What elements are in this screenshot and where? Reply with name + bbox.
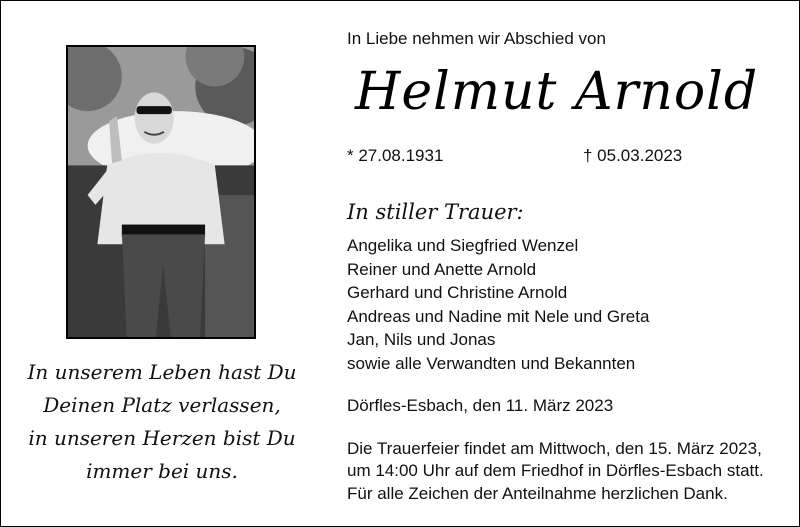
mourner-line: Angelika und Siegfried Wenzel: [347, 236, 579, 255]
mourner-line: Reiner und Anette Arnold: [347, 259, 537, 279]
funeral-line: um 14:00 Uhr auf dem Friedhof in Dörfles-Esbach statt.: [347, 461, 764, 480]
portrait-image: [68, 47, 254, 337]
intro-text: In Liebe nehmen wir Abschied von: [347, 29, 606, 48]
thanks-text: Für alle Zeichen der Anteilnahme herzlichen Dank.: [347, 484, 728, 503]
memorial-poem: [22, 356, 302, 488]
death-date: † 05.03.2023: [583, 146, 683, 165]
place-date: Dörfles-Esbach, den 11. März 2023: [347, 396, 614, 415]
poem-line: Deinen Platz verlassen,: [43, 393, 281, 417]
mourner-line: Andreas und Nadine mit Nele und Greta: [347, 306, 650, 326]
mourner-line: Gerhard und Christine Arnold: [347, 283, 568, 302]
mourner-line: sowie alle Verwandten und Bekannten: [347, 353, 636, 373]
funeral-info: [347, 438, 764, 482]
poem-line: In unserem Leben hast Du: [27, 360, 297, 384]
mourners-list: [347, 234, 649, 375]
mourner-line: Jan, Nils und Jonas: [347, 330, 496, 349]
funeral-line: Die Trauerfeier findet am Mittwoch, den 15. März 2023,: [347, 439, 762, 458]
birth-date: * 27.08.1931: [347, 146, 444, 165]
portrait-photo: [66, 45, 256, 339]
mourning-heading: In stiller Trauer:: [347, 200, 524, 224]
deceased-name: Helmut Arnold: [355, 62, 759, 122]
poem-line: immer bei uns.: [86, 459, 238, 483]
poem-line: in unseren Herzen bist Du: [28, 426, 296, 450]
